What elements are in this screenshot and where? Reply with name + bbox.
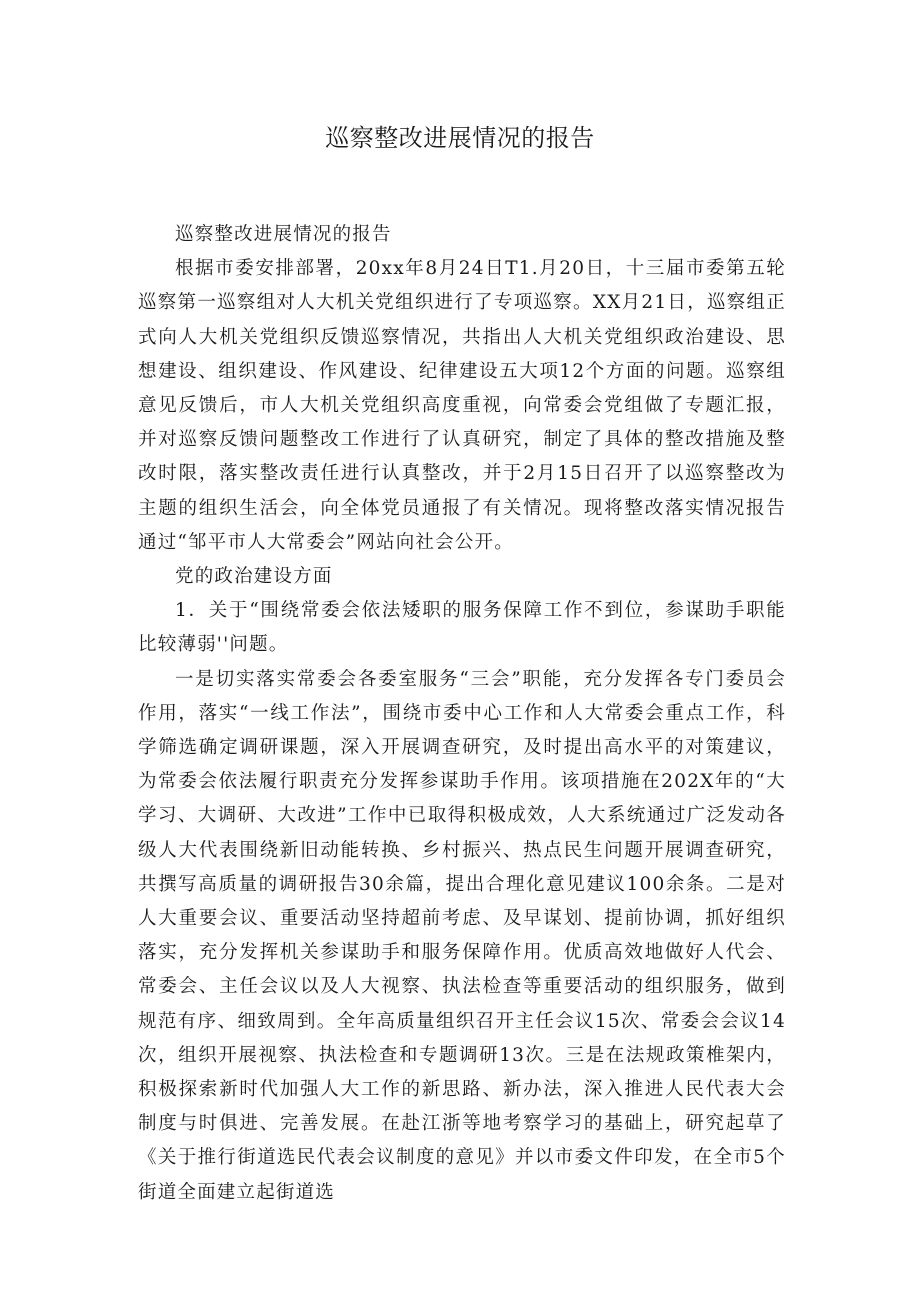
document-title: 巡察整改进展情况的报告 [325, 124, 595, 152]
document-body [138, 218, 786, 1210]
section-heading-political: 党的政治建设方面 [175, 566, 333, 588]
paragraph-subtitle: 巡察整改进展情况的报告 [175, 224, 392, 245]
paragraph-intro: 根据市委安排部署，20xx年8月24日T1.月20日，十三届市委第五轮巡察第一巡察组对人大机关党组织进行了专项巡察。XX月21日，巡察组正式向人大机关党组织反馈巡察情况，共指出人大机关党组织政治建设、思想建设、组织建设、作风建设、纪律建设五大项12个方面的问题。巡察组意见反馈后，市人大机关党组织高度重视，向常委会党组做了专题汇报，并对巡察反馈问题整改工作进行了认真研究，制定了具体的整改措施及整改时限，落实整改责任进行认真整改，并于2月15日召开了以巡察整改为主题的组织生活会，向全体党员通报了有关情况。现将整改落实情况报告通过“邹平市人大常委会”网站向社会公开。 [138, 258, 786, 553]
issue-heading-1: 1．关于“围绕常委会依法矮职的服务保障工作不到位，参谋助手职能比较薄弱''问题。 [138, 600, 786, 656]
paragraph-measures: 一是切实落实常委会各委室服务“三会”职能，充分发挥各专门委员会作用，落实“一线工作法”，围绕市委中心工作和人大常委会重点工作，科学筛选确定调研课题，深入开展调查研究，及时提出高水平的对策建议，为常委会依法履行职责充分发挥参谋助手作用。该项措施在202X年的“大学习、大调研、大改进”工作中已取得积极成效，人大系统通过广泛发动各级人大代表围绕新旧动能转换、乡村振兴、热点民生问题开展调查研究，共撰写高质量的调研报告30余篇，提出合理化意见建议100余条。二是对人大重要会议、重要活动坚持超前考虑、及早谋划、提前协调，抓好组织落实，充分发挥机关参谋助手和服务保障作用。优质高效地做好人代会、常委会、主任会议以及人大视察、执法检查等重要活动的组织服务，做到规范有序、细致周到。全年高质量组织召开主任会议15次、常委会会议14次，组织开展视察、执法检查和专题调研13次。三是在法规政策椎架内，积极探索新时代加强人大工作的新思路、新办法，深入推进人民代表大会制度与时俱进、完善发展。在赴江浙等地考察学习的基础上，研究起草了《关于推行街道选民代表会议制度的意见》并以市委文件印发，在全市5个街道全面建立起街道选 [138, 668, 786, 1203]
